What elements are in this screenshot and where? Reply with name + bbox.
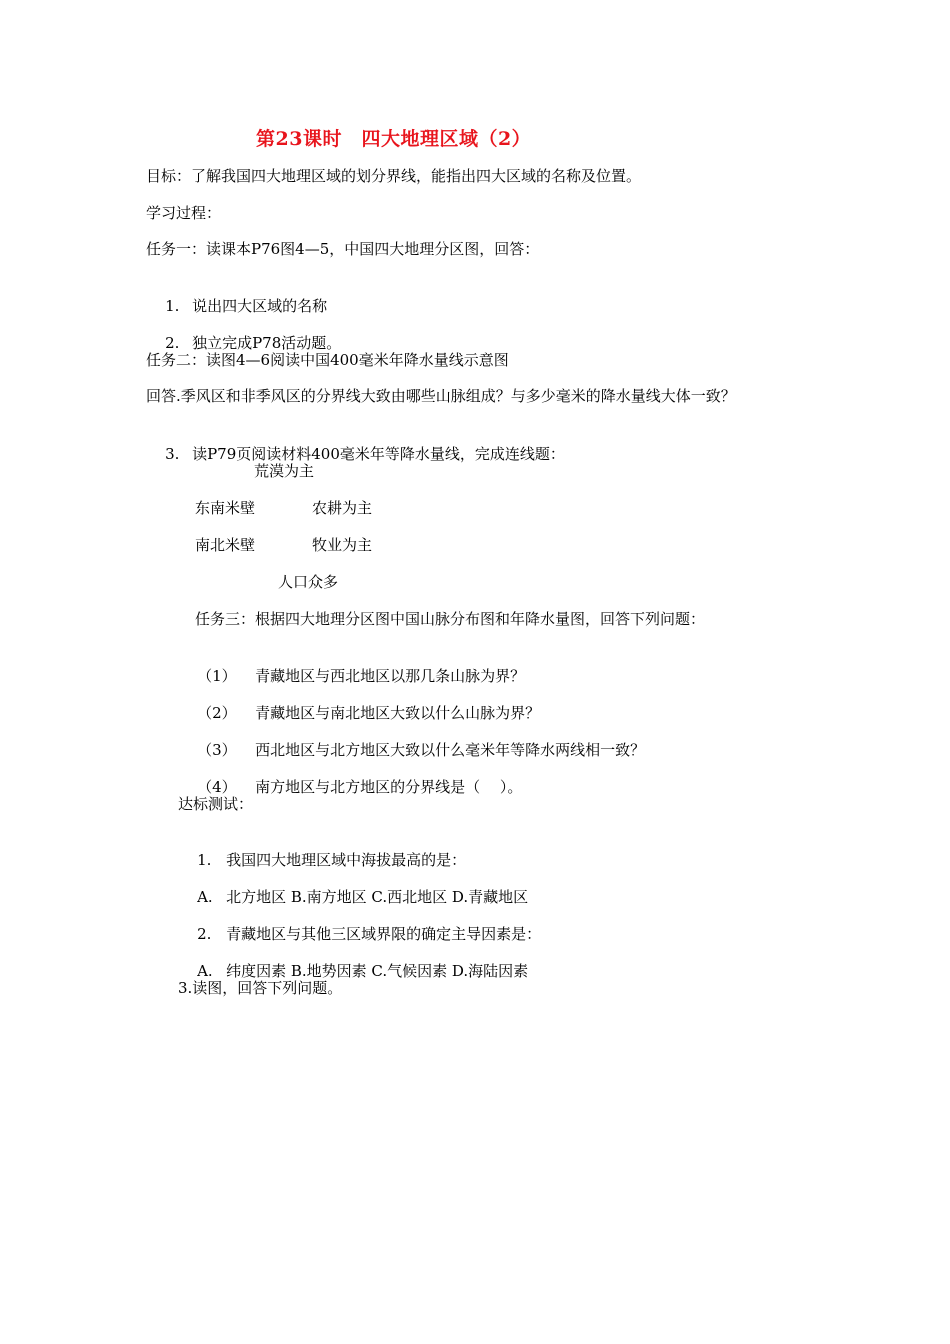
matching-left-2: 南北米壁	[195, 536, 256, 554]
process-label: 学习过程：	[146, 204, 222, 222]
item-number: 2.	[197, 925, 212, 943]
item-text: 青藏地区与南北地区大致以什么山脉为界？	[255, 704, 541, 722]
item-number: （3）	[197, 741, 237, 759]
item-number: （4）	[197, 778, 237, 796]
item-number: 1.	[197, 851, 212, 869]
task2-item-3	[146, 424, 565, 484]
item-text: 北方地区 B.南方地区 C.西北地区 D.青藏地区	[226, 888, 529, 906]
task2-heading: 任务二：读图4—6阅读中国400毫米年降水量线示意图	[146, 351, 509, 369]
test-heading: 达标测试：	[178, 795, 254, 813]
item-number: （2）	[197, 704, 237, 722]
item-text: 读P79页阅读材料400毫米年等降水量线，完成连线题：	[192, 445, 565, 463]
item-number: A.	[197, 888, 213, 906]
test-question-3: 3.读图，回答下列问题。	[178, 979, 343, 997]
item-number: 2.	[165, 334, 180, 352]
matching-bottom: 人口众多	[278, 573, 339, 591]
item-number: 3.	[165, 445, 180, 463]
item-text: 青藏地区与西北地区以那几条山脉为界？	[255, 667, 526, 685]
matching-right-2: 牧业为主	[312, 536, 373, 554]
item-number: 1.	[165, 297, 180, 315]
item-number: A.	[197, 962, 213, 980]
matching-right-1: 农耕为主	[312, 499, 373, 517]
item-number: （1）	[197, 667, 237, 685]
task3-heading: 任务三：根据四大地理分区图中国山脉分布图和年降水量图，回答下列问题：	[195, 610, 706, 628]
goal-text: 目标：了解我国四大地理区域的划分界线，能指出四大区域的名称及位置。	[146, 167, 642, 185]
item-text: 青藏地区与其他三区域界限的确定主导因素是：	[226, 925, 542, 943]
item-text: 说出四大区域的名称	[192, 297, 328, 315]
page-title: 第23课时 四大地理区域（2）	[256, 128, 532, 150]
item-text: 我国四大地理区域中海拔最高的是：	[226, 851, 467, 869]
item-text: 南方地区与北方地区的分界线是（ ）。	[255, 778, 523, 796]
task1-heading: 任务一：读课本P76图4—5，中国四大地理分区图，回答：	[146, 240, 540, 258]
task2-question: 回答.季风区和非季风区的分界线大致由哪些山脉组成？与多少毫米的降水量线大体一致？	[146, 387, 736, 405]
item-text: 独立完成P78活动题。	[192, 334, 342, 352]
matching-top: 荒漠为主	[254, 462, 315, 480]
item-text: 西北地区与北方地区大致以什么毫米年等降水两线相一致？	[255, 741, 646, 759]
item-text: 纬度因素 B.地势因素 C.气候因素 D.海陆因素	[226, 962, 529, 980]
matching-left-1: 东南米壁	[195, 499, 256, 517]
